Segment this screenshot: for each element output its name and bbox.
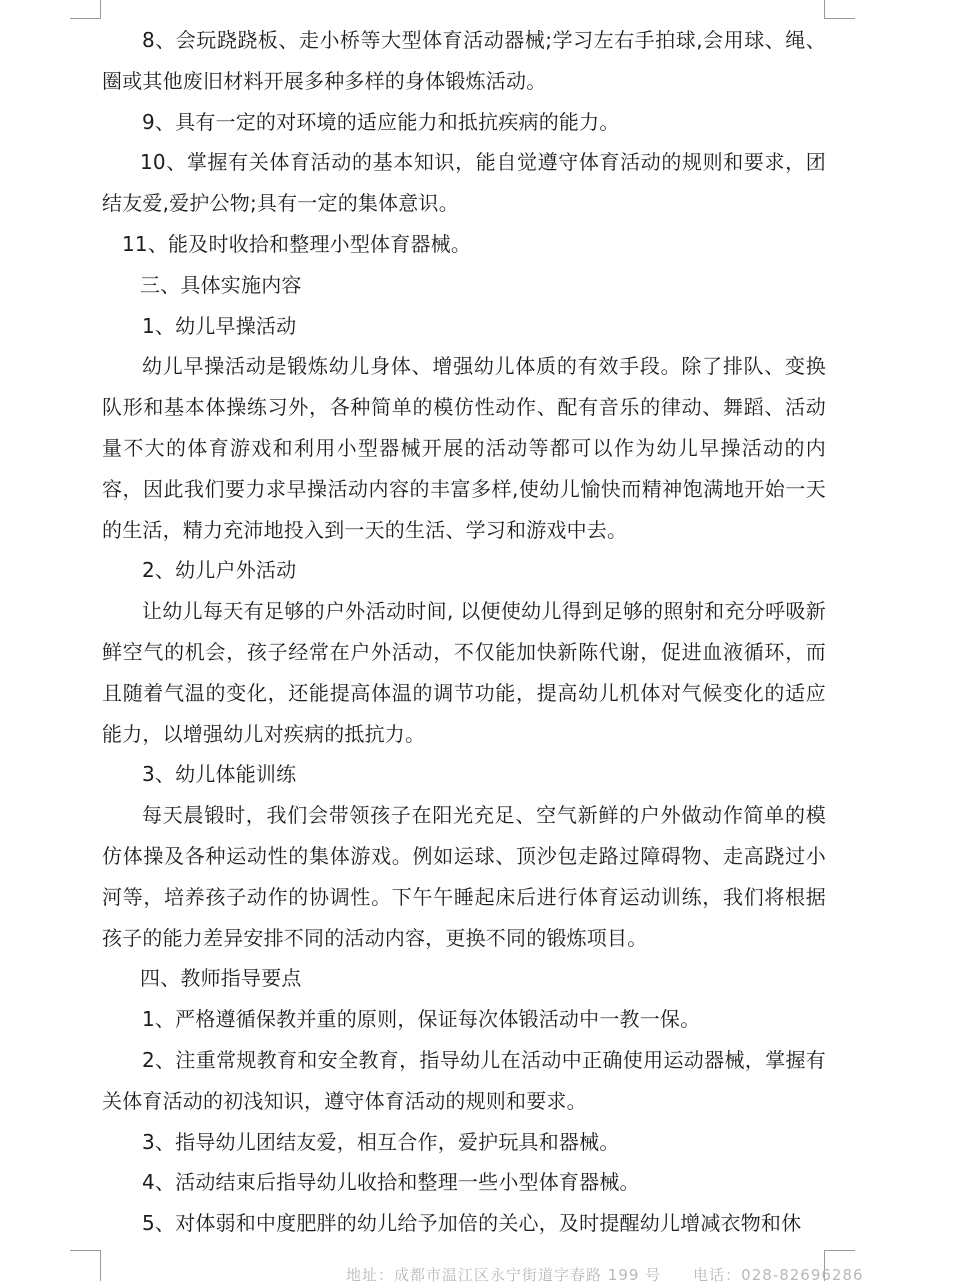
page-corner-mark: [824, 0, 855, 19]
paragraph-fitness-training: 每天晨锻时，我们会带领孩子在阳光充足、空气新鲜的户外做动作简单的模仿体操及各种运动性的集体游戏。例如运球、顶沙包走路过障碍物、走高跷过小河等，培养孩子动作的协调性。下午午睡起床后进行体育运动训练，我们将根据孩子的能力差异安排不同的活动内容，更换不同的锻炼项目。: [102, 803, 826, 950]
subheading-morning-exercise: 1、幼儿早操活动: [142, 313, 297, 338]
paragraph-outdoor-activity: 让幼儿每天有足够的户外活动时间, 以便使幼儿得到足够的照射和充分呼吸新鲜空气的机会，孩子经常在户外活动，不仅能加快新陈代谢，促进血液循环，而且随着气温的变化，还能提高体温的调节功能，提高幼儿机体对气候变化的适应能力，以增强幼儿对疾病的抵抗力。: [102, 599, 826, 746]
paragraph-item-11: 11、能及时收拾和整理小型体育器械。: [122, 231, 472, 256]
guidance-item-3: 3、指导幼儿团结友爱，相互合作，爱护玩具和器械。: [142, 1129, 620, 1154]
page-corner-mark: [70, 0, 101, 19]
document-body: [102, 20, 826, 1244]
guidance-item-4: 4、活动结束后指导幼儿收拾和整理一些小型体育器械。: [142, 1170, 640, 1195]
paragraph-morning-exercise: 幼儿早操活动是锻炼幼儿身体、增强幼儿体质的有效手段。除了排队、变换队形和基本体操练习外，各种简单的模仿性动作、配有音乐的律动、舞蹈、活动量不大的体育游戏和利用小型器械开展的活动等都可以作为幼儿早操活动的内容，因此我们要力求早操活动内容的丰富多样,使幼儿愉快而精神饱满地开始一天的生活，精力充沛地投入到一天的生活、学习和游戏中去。: [102, 354, 826, 542]
section-heading-3: 三、具体实施内容: [140, 272, 302, 297]
subheading-fitness-training: 3、幼儿体能训练: [142, 762, 297, 787]
guidance-item-5: 5、对体弱和中度肥胖的幼儿给予加倍的关心，及时提醒幼儿增减衣物和休: [142, 1211, 802, 1236]
page-corner-mark: [70, 1250, 101, 1281]
paragraph-item-9: 9、具有一定的对环境的适应能力和抵抗疾病的能力。: [142, 109, 620, 134]
subheading-outdoor-activity: 2、幼儿户外活动: [142, 558, 297, 583]
paragraph-item-8: 8、会玩跷跷板、走小桥等大型体育活动器械;学习左右手拍球,会用球、绳、圈或其他废旧材料开展多种多样的身体锻炼活动。: [102, 28, 826, 93]
guidance-item-1: 1、严格遵循保教并重的原则，保证每次体锻活动中一教一保。: [142, 1007, 701, 1032]
page-footer-address: 地址：成都市温江区永宁街道字春路 199 号 电话：028-82696286: [346, 1266, 864, 1284]
guidance-item-2: 2、注重常规教育和安全教育，指导幼儿在活动中正确使用运动器械，掌握有关体育活动的初浅知识，遵守体育活动的规则和要求。: [102, 1047, 826, 1113]
section-heading-4: 四、教师指导要点: [140, 966, 302, 991]
paragraph-item-10: 10、掌握有关体育活动的基本知识，能自觉遵守体育活动的规则和要求，团结友爱,爱护公物;具有一定的集体意识。: [102, 150, 826, 216]
